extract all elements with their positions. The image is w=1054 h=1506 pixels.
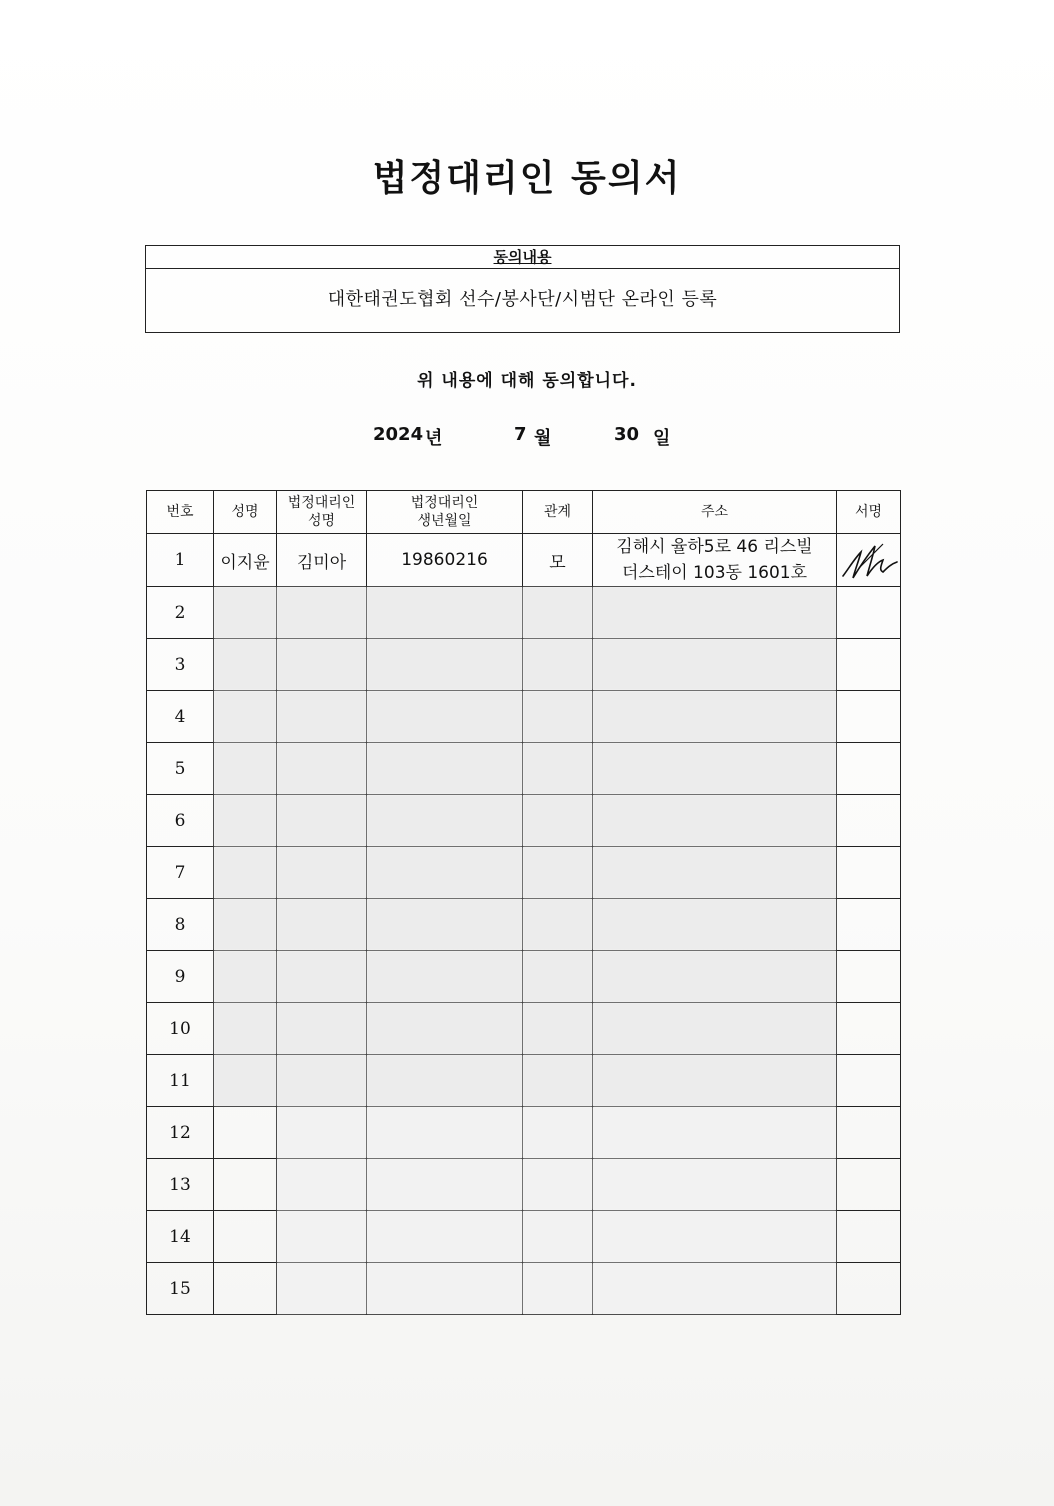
consent-content-text: 대한태권도협회 선수/봉사단/시범단 온라인 등록 — [327, 289, 718, 310]
table-header-row — [147, 491, 901, 534]
row-guardian-birth: 19860216 — [367, 534, 523, 587]
table-row — [147, 587, 901, 639]
row-guardian-name — [277, 1055, 367, 1107]
row-address — [593, 1159, 837, 1211]
row-guardian-birth — [367, 1159, 523, 1211]
row-number: 6 — [147, 795, 214, 847]
row-address — [593, 743, 837, 795]
row-address — [593, 587, 837, 639]
row-name — [214, 743, 277, 795]
header-number: 번호 — [147, 491, 214, 534]
row-relation — [523, 795, 593, 847]
row-address-line2: 더스테이 103동 1601호 — [621, 563, 808, 583]
row-number: 1 — [147, 534, 214, 587]
row-guardian-birth — [367, 691, 523, 743]
row-address — [593, 1003, 837, 1055]
row-guardian-birth — [367, 951, 523, 1003]
row-relation — [523, 1159, 593, 1211]
header-relation: 관계 — [523, 491, 593, 534]
row-name — [214, 1055, 277, 1107]
row-address — [593, 899, 837, 951]
row-guardian-birth — [367, 587, 523, 639]
table-row — [147, 743, 901, 795]
row-relation — [523, 951, 593, 1003]
handwritten-signature — [839, 538, 899, 582]
header-guardian-name — [277, 491, 367, 534]
table-body — [147, 534, 901, 1315]
date-month: 7 — [514, 424, 527, 445]
row-number: 15 — [147, 1263, 214, 1315]
guardian-consent-table — [146, 490, 901, 1315]
row-guardian-name — [277, 847, 367, 899]
row-relation — [523, 1107, 593, 1159]
row-guardian-name — [277, 1003, 367, 1055]
table-row — [147, 795, 901, 847]
row-signature — [837, 1263, 901, 1315]
row-address — [593, 1055, 837, 1107]
row-name — [214, 691, 277, 743]
row-guardian-birth — [367, 1263, 523, 1315]
row-name: 이지윤 — [214, 534, 277, 587]
table-row — [147, 1055, 901, 1107]
row-signature — [837, 1003, 901, 1055]
row-address — [593, 951, 837, 1003]
row-name — [214, 1211, 277, 1263]
consent-content-header — [146, 246, 899, 269]
row-relation — [523, 847, 593, 899]
header-signature: 서명 — [837, 491, 901, 534]
row-name — [214, 587, 277, 639]
row-name — [214, 899, 277, 951]
row-guardian-name — [277, 1159, 367, 1211]
row-signature — [837, 1107, 901, 1159]
row-signature — [837, 1055, 901, 1107]
row-relation: 모 — [523, 534, 593, 587]
row-guardian-name — [277, 691, 367, 743]
row-number: 9 — [147, 951, 214, 1003]
row-relation — [523, 1055, 593, 1107]
row-number: 5 — [147, 743, 214, 795]
consent-content-header-label: 동의내용 — [493, 248, 552, 266]
row-relation — [523, 691, 593, 743]
header-guardian-name-line1: 법정대리인 — [287, 495, 356, 511]
row-address-line1: 김해시 율하5로 46 리스빌 — [616, 537, 813, 557]
row-guardian-birth — [367, 1107, 523, 1159]
row-address — [593, 847, 837, 899]
row-name — [214, 1003, 277, 1055]
row-signature — [837, 587, 901, 639]
agreement-statement: 위 내용에 대해 동의합니다. — [417, 371, 637, 391]
row-address — [593, 1263, 837, 1315]
row-number: 13 — [147, 1159, 214, 1211]
table-row — [147, 691, 901, 743]
row-relation — [523, 1263, 593, 1315]
row-address — [593, 691, 837, 743]
header-guardian-birth-line2: 생년월일 — [417, 513, 472, 529]
row-address — [593, 534, 837, 587]
row-guardian-birth — [367, 1211, 523, 1263]
header-guardian-birth-line1: 법정대리인 — [410, 495, 479, 511]
row-relation — [523, 743, 593, 795]
table-row — [147, 951, 901, 1003]
row-guardian-birth — [367, 1055, 523, 1107]
header-guardian-birth — [367, 491, 523, 534]
row-guardian-birth — [367, 743, 523, 795]
row-name — [214, 1263, 277, 1315]
table-row — [147, 639, 901, 691]
row-number: 10 — [147, 1003, 214, 1055]
row-guardian-name — [277, 1263, 367, 1315]
row-signature — [837, 534, 901, 587]
row-guardian-birth — [367, 639, 523, 691]
row-guardian-name — [277, 951, 367, 1003]
row-signature — [837, 1159, 901, 1211]
consent-content-box — [145, 245, 900, 333]
header-address: 주소 — [593, 491, 837, 534]
row-guardian-name — [277, 1211, 367, 1263]
row-name — [214, 1107, 277, 1159]
row-signature — [837, 639, 901, 691]
row-guardian-birth — [367, 899, 523, 951]
row-name — [214, 1159, 277, 1211]
row-guardian-name — [277, 1107, 367, 1159]
header-name: 성명 — [214, 491, 277, 534]
row-address — [593, 639, 837, 691]
row-signature — [837, 743, 901, 795]
table-row — [147, 534, 901, 587]
date-day: 30 — [614, 424, 640, 445]
row-number: 7 — [147, 847, 214, 899]
row-name — [214, 639, 277, 691]
row-signature — [837, 951, 901, 1003]
row-name — [214, 795, 277, 847]
table-row — [147, 1211, 901, 1263]
table-row — [147, 1107, 901, 1159]
row-number: 3 — [147, 639, 214, 691]
row-number: 2 — [147, 587, 214, 639]
row-address — [593, 1211, 837, 1263]
row-number: 14 — [147, 1211, 214, 1263]
row-number: 4 — [147, 691, 214, 743]
date-year-unit: 년 — [425, 428, 443, 449]
row-number: 8 — [147, 899, 214, 951]
row-number: 12 — [147, 1107, 214, 1159]
date-year: 2024 — [373, 424, 424, 445]
row-guardian-name — [277, 639, 367, 691]
row-guardian-birth — [367, 795, 523, 847]
table-row — [147, 1003, 901, 1055]
row-name — [214, 951, 277, 1003]
date-month-unit: 월 — [534, 428, 552, 449]
row-signature — [837, 795, 901, 847]
table-row — [147, 899, 901, 951]
row-guardian-name — [277, 743, 367, 795]
row-address — [593, 795, 837, 847]
table-row — [147, 1263, 901, 1315]
row-relation — [523, 899, 593, 951]
row-relation — [523, 639, 593, 691]
header-guardian-name-line2: 성명 — [307, 513, 336, 529]
row-guardian-name — [277, 587, 367, 639]
row-guardian-name — [277, 795, 367, 847]
row-relation — [523, 1211, 593, 1263]
row-relation — [523, 587, 593, 639]
row-signature — [837, 899, 901, 951]
row-guardian-name — [277, 899, 367, 951]
row-signature — [837, 691, 901, 743]
page-title: 법정대리인 동의서 — [372, 158, 682, 199]
row-guardian-birth — [367, 847, 523, 899]
row-signature — [837, 847, 901, 899]
date-day-unit: 일 — [653, 428, 671, 449]
row-number: 11 — [147, 1055, 214, 1107]
row-name — [214, 847, 277, 899]
row-relation — [523, 1003, 593, 1055]
row-guardian-birth — [367, 1003, 523, 1055]
row-signature — [837, 1211, 901, 1263]
table-row — [147, 1159, 901, 1211]
row-guardian-name: 김미아 — [277, 534, 367, 587]
table-row — [147, 847, 901, 899]
row-address — [593, 1107, 837, 1159]
